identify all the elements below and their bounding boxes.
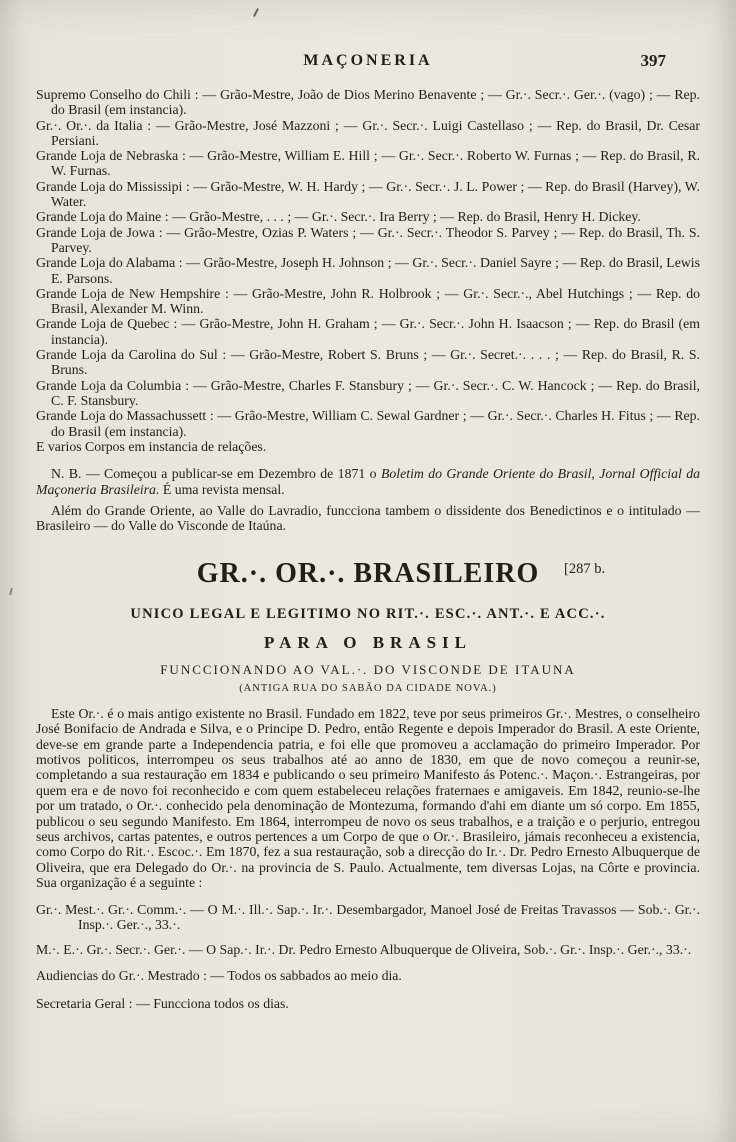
section-reference: [287 b. [564,560,606,577]
lodge-list [36,87,700,454]
history-paragraph: Este Or.·. é o mais antigo existente no Brasil. Fundado em 1822, teve por seus primeiros Gr.·. Mestres, o conselheiro José Bonifacio de Andrada e Silva, e o Principe D. Pedro, então Regente e depois Imperador do Brasil. A este Oriente, deve-se em grande parte a Independencia patria, e foi elle que promoveu a acclamação do primeiro Imperador. Por motivos politicos, interrompeu os seus trabalhos até ao anno de 1830, em que de novo começou a reunir-se, completando a sua restauração em 1834 e publicando o seu primeiro Manifesto ás Potenc.·. Maçon.·. Estrangeiras, por quem era e de novo foi reconhecido e com quem estabeleceu relações fraternaes e amigaveis. Em 1842, reunio-se-lhe por um tratado, o Or.·. conhecido pela denominação de Montezuma, formando d'ahi em diante um só corpo. Em 1855, publicou o seu segundo Manifesto. Em 1864, interrompeu de novo os seus trabalhos, e a traição e o perjurio, entregou seus archivos, cartas patentes, e outros pertences a um Corpo de que o Or.·. Brasileiro, jámais reconheceu a existencia, como Corpo do Rit.·. Escoc.·. Em 1870, fez a sua restauração, sob a direcção do Ir.·. Dr. Pedro Ernesto Albuquerque de Oliveira, que era Delegado do Or.·. na provincia de S. Paulo. Actualmente, tem diversas Lojas, na Côrte e provincia. Sua organização é a seguinte : [36,705,700,891]
lodge-entry: Grande Loja de Jowa : — Grão-Mestre, Ozias P. Waters ; — Gr.·. Secr.·. Theodor S. Parvey ; — Rep. do Brasil, Th. S. Parvey. [36,224,700,255]
lodge-entry: Supremo Conselho do Chili : — Grão-Mestre, João de Dios Merino Benavente ; — Gr.·. Secr.·. Ger.·. (vago) ; — Rep. do Brasil (em instancia). [36,87,700,118]
running-title: MAÇONERIA [303,52,433,69]
officer-entry: Gr.·. Mest.·. Gr.·. Comm.·. — O M.·. Ill.·. Sap.·. Ir.·. Desembargador, Manoel José de Freitas Travassos — Sob.·. Gr.·. Insp.·. Ger.·., 33.·. [36,901,700,933]
section-title: GR.·. OR.·. BRASILEIRO [196,557,540,589]
closing-line: E varios Corpos em instancia de relações. [36,438,267,454]
scan-artifact-icon [9,588,13,595]
section-heading-row [36,558,700,594]
lodge-entry: Grande Loja da Carolina do Sul : — Grão-Mestre, Robert S. Bruns ; — Gr.·. Secret.·. . . . ; — Rep. do Brasil, R. S. Bruns. [36,347,700,378]
nb-prefix: N. B. — Começou a publicar-se em Dezembro de 1871 o [51,466,381,482]
lodge-entry: Grande Loja da Columbia : — Grão-Mestre, Charles F. Stansbury ; — Gr.·. Secr.·. C. W. Hancock ; — Rep. do Brasil, C. F. Stansbury. [36,377,700,408]
section-subtitle-address: FUNCCIONANDO AO VAL.·. DO VISCONDE DE ITAUNA [160,661,576,677]
page-number: 397 [640,51,666,70]
nb-journal-title: Boletim do Grande Oriente do Brasil, Jornal Official da Maçoneria Brasileira. [36,466,700,497]
nb-suffix: É uma revista mensal. [159,481,285,497]
lodge-entry: Gr.·. Or.·. da Italia : — Grão-Mestre, José Mazzoni ; — Gr.·. Secr.·. Luigi Castellaso ; — Rep. do Brasil, Dr. Cesar Persiani. [36,117,700,148]
lodge-entry: Grande Loja de New Hempshire : — Grão-Mestre, John R. Holbrook ; — Gr.·. Secr.·., Abel Hutchings ; — Rep. do Brasil, Alexander M. Winn. [36,285,700,317]
section-subtitle-legal: UNICO LEGAL E LEGITIMO NO RIT.·. ESC.·. ANT.·. E ACC.·. [130,605,606,622]
lodge-entry: Grande Loja do Mississipi : — Grão-Mestre, W. H. Hardy ; — Gr.·. Secr.·. J. L. Power ; — Rep. do Brasil (Harvey), W. Water. [36,178,700,210]
page-header [36,52,700,74]
lodge-entry: Grande Loja de Quebec : — Grão-Mestre, John H. Graham ; — Gr.·. Secr.·. John H. Isaacson ; — Rep. do Brasil (em instancia). [36,316,700,347]
section-subtitle-brasil: PARA O BRASIL [263,632,473,652]
officer-entry: M.·. E.·. Gr.·. Secr.·. Ger.·. — O Sap.·. Ir.·. Dr. Pedro Ernesto Albuquerque de Oliveira, Sob.·. Gr.·. Insp.·. Ger.·., 33.·. [36,941,692,957]
lodge-entry: Grande Loja do Massachussett : — Grão-Mestre, William C. Sewal Gardner ; — Gr.·. Secr.·. Charles H. Fitus ; — Rep. do Brasil (em instancia). [36,408,700,439]
audiences-line: Audiencias do Gr.·. Mestrado : — Todos os sabbados ao meio dia. [36,968,402,984]
alem-paragraph: Além do Grande Oriente, ao Valle do Lavradio, funcciona tambem o dissidente dos Benedictinos e o intitulado — Brasileiro — do Valle do Visconde de Itaúna. [36,502,700,534]
lodge-entry: Grande Loja do Maine : — Grão-Mestre, . . . ; — Gr.·. Secr.·. Ira Berry ; — Rep. do Brasil, Henry H. Dickey. [36,209,641,225]
lodge-entry: Grande Loja do Alabama : — Grão-Mestre, Joseph H. Johnson ; — Gr.·. Secr.·. Daniel Sayre ; — Rep. do Brasil, Lewis E. Parsons. [36,255,700,286]
scan-artifact-icon [253,8,259,17]
section-subtitle-street: (ANTIGA RUA DO SABÃO DA CIDADE NOVA.) [239,682,497,694]
lodge-entry: Grande Loja de Nebraska : — Grão-Mestre, William E. Hill ; — Gr.·. Secr.·. Roberto W. Furnas ; — Rep. do Brasil, R. W. Furnas. [36,148,700,179]
secretariat-line: Secretaria Geral : — Funcciona todos os dias. [36,996,289,1011]
nb-paragraph [36,466,700,497]
